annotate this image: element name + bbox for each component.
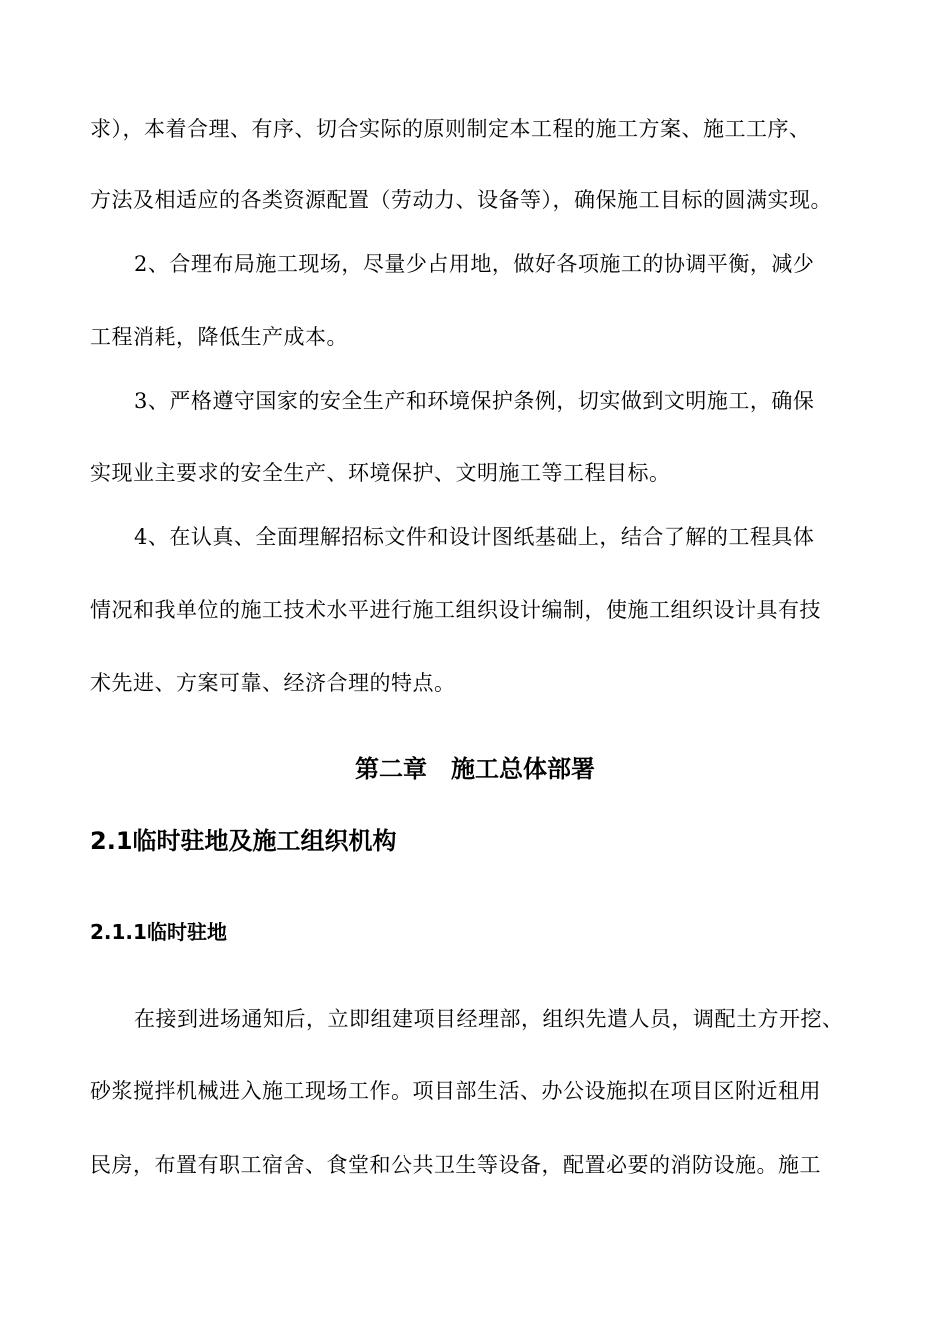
paragraph-line: 情况和我单位的施工技术水平进行施工组织设计编制，使施工组织设计具有技 — [90, 598, 821, 622]
chapter-title: 第二章 施工总体部署 — [355, 755, 595, 783]
paragraph-line: 3、严格遵守国家的安全生产和环境保护条例，切实做到文明施工，确保 — [134, 389, 815, 413]
paragraph-line: 实现业主要求的安全生产、环境保护、文明施工等工程目标。 — [90, 461, 671, 485]
paragraph-line: 砂浆搅拌机械进入施工现场工作。项目部生活、办公设施拟在项目区附近租用 — [90, 1079, 821, 1103]
paragraph-line: 在接到进场通知后，立即组建项目经理部，组织先遣人员，调配土方开挖、 — [134, 1007, 844, 1031]
paragraph-line: 2、合理布局施工现场，尽量少占用地，做好各项施工的协调平衡，减少 — [134, 252, 815, 276]
paragraph-line: 方法及相适应的各类资源配置（劳动力、设备等），确保施工目标的圆满实现。 — [90, 188, 832, 212]
paragraph-line: 求），本着合理、有序、切合实际的原则制定本工程的施工方案、施工工序、 — [90, 117, 811, 141]
paragraph-line: 民房，布置有职工宿舍、食堂和公共卫生等设备，配置必要的消防设施。施工 — [90, 1153, 821, 1177]
paragraph-line: 术先进、方案可靠、经济合理的特点。 — [90, 671, 456, 695]
paragraph-line: 4、在认真、全面理解招标文件和设计图纸基础上，结合了解的工程具体 — [134, 525, 815, 549]
subsection-heading: 2.1.1临时驻地 — [90, 920, 227, 944]
paragraph-line: 工程消耗，降低生产成本。 — [90, 325, 348, 349]
section-heading: 2.1临时驻地及施工组织机构 — [90, 827, 397, 855]
